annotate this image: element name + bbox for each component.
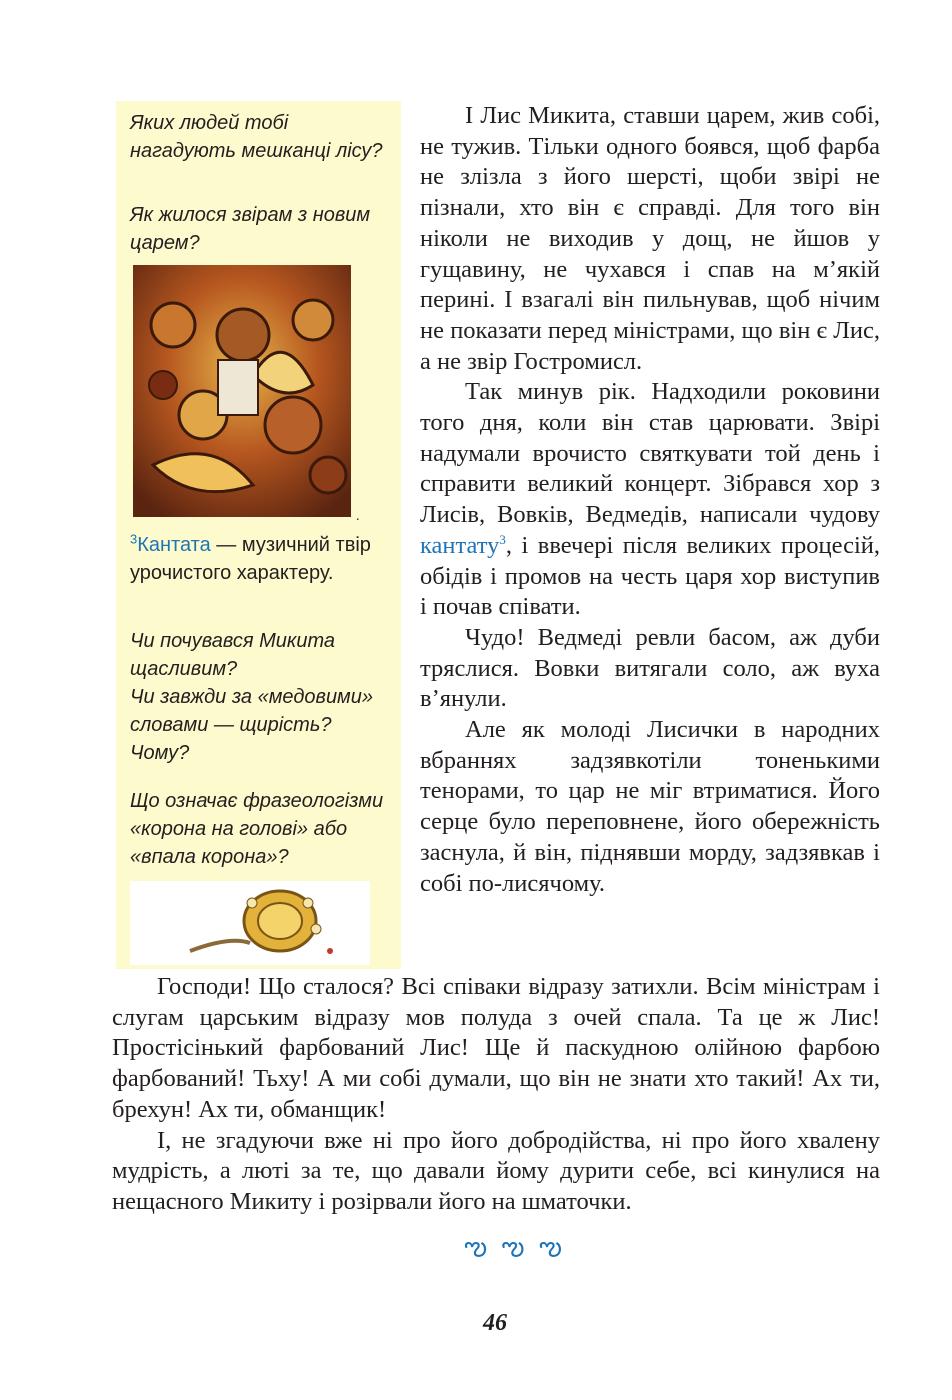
paragraph-5: Господи! Що сталося? Всі співаки відразу затихли. Всім міністрам і слугам царським відразу мов полуда з очей спала. Та це ж Лис! Простісінький фарбований Лис! Ще й паскудною олійною фарбою фарбований! Тьху! А ми собі думали, що він не знати хто такий! Ах ти, брехун! Ах ти, обманщик!: [112, 973, 880, 1123]
paragraph-1: І Лис Микита, ставши царем, жив собі, не тужив. Тільки одного боявся, щоб фарба не злізла з його шерсті, щоби звірі не пізнали, хто він є справді. Для того він ніколи не виходив у дощ, не йшов у гущавину, не чухався і спав на м’якій перині. І взагалі він пильнував, щоб нічим не показати перед міністрами, що він є Лис, а не звір Гостромисл.: [420, 102, 880, 375]
illustration-fallen-crown: [130, 881, 370, 965]
sidebar-panel: [116, 101, 401, 969]
link-kantata[interactable]: кантату: [420, 531, 500, 559]
footnote-ref: 3: [499, 531, 506, 547]
question-2: Як жилося звірам з новим царем?: [130, 204, 371, 254]
question-3: Чи почувався Микита щасливим?: [130, 630, 335, 680]
footnote-definition: — музичний твір урочистого характеру.: [130, 534, 371, 584]
footnote-term-text: Кантата: [137, 534, 211, 556]
paragraph-2-end: , і ввечері після великих процесій, обідів і промов на честь царя хор виступив і почав співати.: [420, 531, 880, 621]
illustration-animal-choir: [133, 265, 351, 517]
question-5: Що означає фразеологізми «корона на голові» або «впала корона»?: [130, 790, 384, 868]
question-1: Яких людей тобі нагадують мешканці лісу?: [130, 112, 383, 162]
footnote-mark: 3: [130, 531, 138, 547]
paragraph-2: [420, 377, 880, 623]
paragraph-6: І, не згадуючи вже ні про його добродійства, ні про його хвалену мудрість, а люті за те, що давали йому дурити себе, всі кинулися на нещасного Микиту і розірвали його на шматочки.: [112, 1126, 880, 1215]
full-width-text: [112, 972, 880, 1218]
dot-mark: .: [356, 509, 360, 524]
page-number: 46: [483, 1310, 507, 1336]
paragraph-4: Але як молоді Лисички в народних вбраннях задзявкотіли тоненькими тенорами, то цар не міг втриматися. Його серце було переповнене, його обережність заснула, й він, піднявши морду, задзявкав і собі по-лисячому.: [420, 716, 880, 897]
footnote-kantata: [130, 531, 392, 587]
paragraph-3: Чудо! Ведмеді ревли басом, аж дуби тряслися. Вовки витягали соло, аж вуха в’янули.: [420, 623, 880, 713]
paragraph-2-start: Так минув рік. Надходили роковини того дня, коли він став царювати. Звірі надумали врочисто святкувати той день і справити великий концерт. Зібрався хор з Лисів, Вовків, Ведмедів, написали чудову: [420, 378, 880, 529]
main-text-column: [420, 101, 880, 899]
footnote-term: [130, 531, 211, 556]
ornament-divider: ఌ ఌ ఌ: [464, 1232, 566, 1261]
question-4: Чи завжди за «медовими» словами — щирість? Чому?: [130, 686, 374, 764]
